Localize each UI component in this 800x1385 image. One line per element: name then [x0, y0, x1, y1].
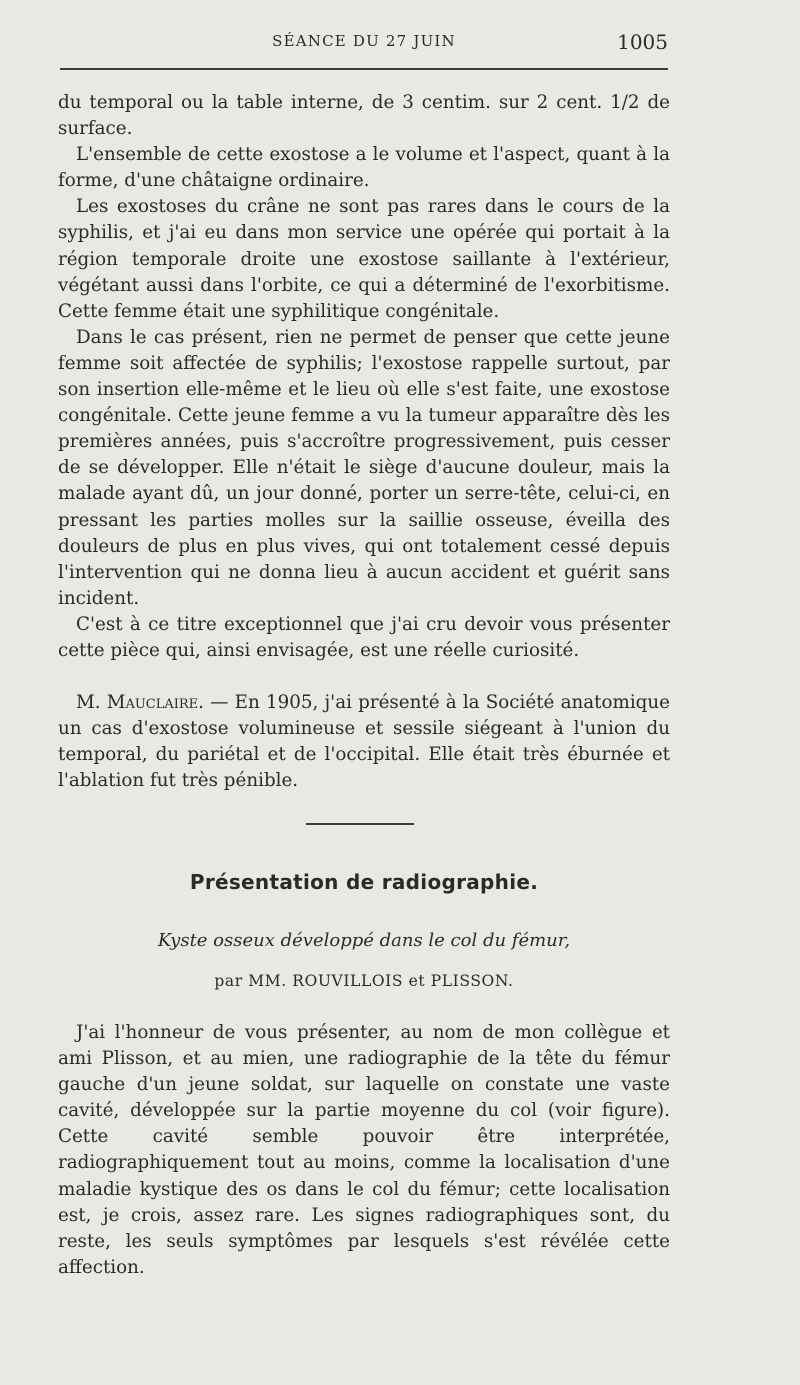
text-block-continuation [58, 90, 670, 664]
text-block-radiographie [58, 1020, 670, 1281]
paragraph: Les exostoses du crâne ne sont pas rares dans le cours de la syphilis, et j'ai eu dans mon service une opérée qui portait à la région temporale droite une exostose saillante à l'extérieur, végétant aussi dans l'orbite, ce qui a déterminé de l'exorbitisme. Cette femme était une syphilitique congénitale. [58, 196, 670, 322]
paragraph: C'est à ce titre exceptionnel que j'ai cru devoir vous présenter cette pièce qui, ainsi envisagée, est une réelle curiosité. [58, 613, 670, 661]
page-number: 1005 [617, 30, 668, 54]
section-byline: par MM. ROUVILLOIS et PLISSON. [214, 972, 514, 990]
paragraph: du temporal ou la table interne, de 3 centim. sur 2 cent. 1/2 de surface. [58, 92, 670, 140]
section-subtitle: Kyste osseux développé dans le col du fémur, [157, 930, 571, 951]
header-rule [60, 68, 668, 70]
running-head [60, 30, 668, 54]
paragraph-mauclaire [58, 690, 670, 794]
paragraph: J'ai l'honneur de vous présenter, au nom de mon collègue et ami Plisson, et au mien, une radiographie de la tête du fémur gauche d'un jeune soldat, sur laquelle on constate une vaste cavité, développée sur la partie moyenne du col (voir figure). Cette cavité semble pouvoir être interprétée, radiographiquement tout au moins, comme la localisation d'une maladie kystique des os dans le col du fémur; cette localisation est, je crois, assez rare. Les signes radiographiques sont, du reste, les seuls symptômes par lesquels s'est révélée cette affection. [58, 1022, 670, 1278]
speaker-name: M. Mauclaire. [76, 692, 204, 713]
section-title: Présentation de radiographie. [189, 870, 539, 894]
section-divider [306, 823, 414, 825]
speaker-remark: — En 1905, j'ai présenté à la Société anatomique un cas d'exostose volumineuse et sessile siégeant à l'union du temporal, du pariétal et de l'occipital. Elle était très éburnée et l'ablation fut très pénible. [58, 692, 670, 792]
paragraph: L'ensemble de cette exostose a le volume et l'aspect, quant à la forme, d'une châtaigne ordinaire. [58, 144, 670, 192]
paragraph: Dans le cas présent, rien ne permet de penser que cette jeune femme soit affectée de syphilis; l'exostose rappelle surtout, par son insertion elle-même et le lieu où elle s'est faite, une exostose congénitale. Cette jeune femme a vu la tumeur apparaître dès les premières années, puis s'accroître progressivement, puis cesser de se développer. Elle n'était le siège d'aucune douleur, mais la malade ayant dû, un jour donné, porter un serre-tête, celui-ci, en pressant les parties molles sur la saillie osseuse, éveilla des douleurs de plus en plus vives, qui ont totalement cessé depuis l'intervention qui ne donna lieu à aucun accident et guérit sans incident. [58, 326, 670, 609]
running-title: SÉANCE DU 27 JUIN [272, 32, 456, 50]
text-block-mauclaire [58, 690, 670, 794]
